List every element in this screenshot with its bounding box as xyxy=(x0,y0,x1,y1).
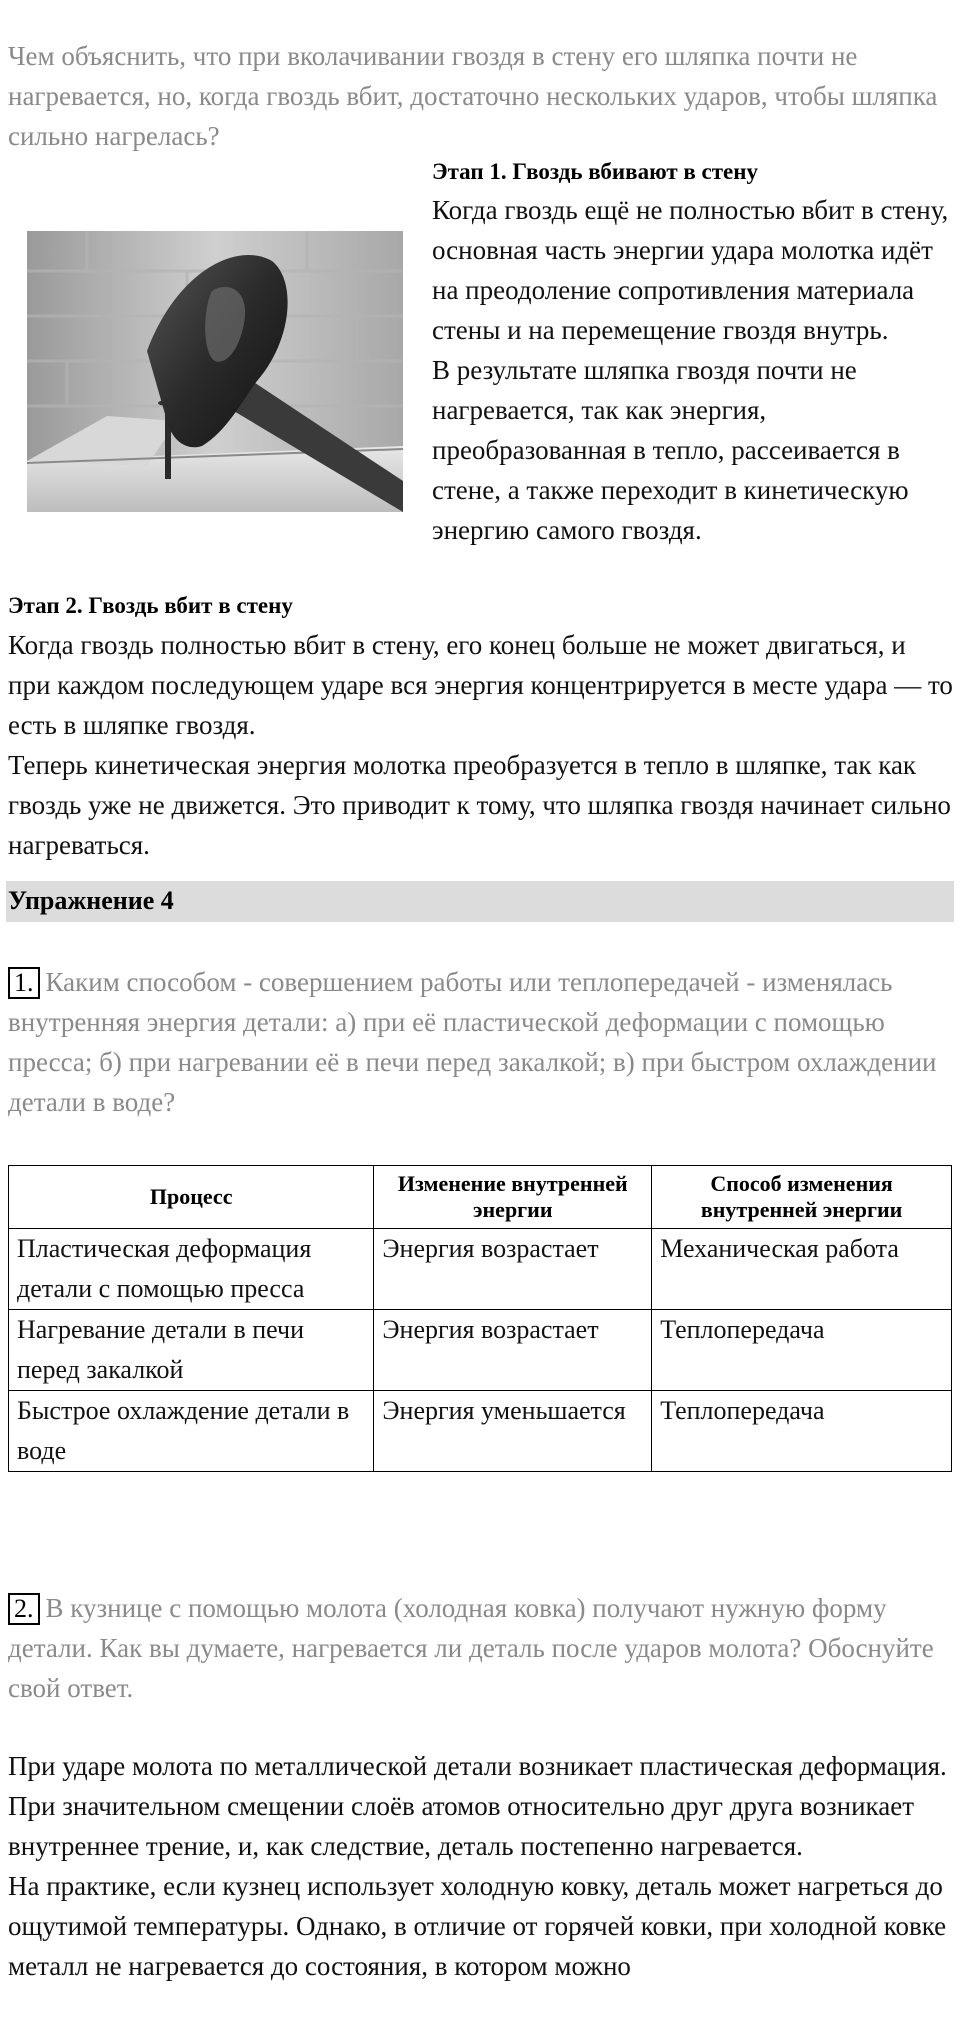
table-header-method: Способ изменения внутренней энергии xyxy=(652,1166,952,1229)
table-row xyxy=(9,1391,952,1472)
answer-2 xyxy=(8,1746,953,1986)
question-2-text: В кузнице с помощью молота (холодная ковка) получают нужную форму детали. Как вы думаете, нагревается ли деталь после ударов молота? Обоснуйте свой ответ. xyxy=(8,1593,934,1703)
table-cell: Нагревание детали в печи перед закалкой xyxy=(9,1310,374,1391)
question-1-text: Каким способом - совершением работы или теплопередачей - изменялась внутренняя энергия детали: а) при её пластической деформации с помощью пресса; б) при нагревании её в печи перед закалкой; в) при быстром охлаждении детали в воде? xyxy=(8,967,937,1117)
table-header-energy-change: Изменение внутренней энергии xyxy=(374,1166,652,1229)
intro-question: Чем объяснить, что при вколачивании гвоздя в стену его шляпка почти не нагревается, но, когда гвоздь вбит, достаточно нескольких ударов, чтобы шляпка сильно нагрелась? xyxy=(8,41,938,151)
table-cell: Энергия возрастает xyxy=(374,1229,652,1310)
stage2-paragraph-1: Когда гвоздь полностью вбит в стену, его конец больше не может двигаться, и при каждом последующем ударе вся энергия концентрируется в месте удара — то есть в шляпке гвоздя. xyxy=(8,630,953,740)
stage2-heading: Этап 2. Гвоздь вбит в стену xyxy=(8,593,293,618)
exercise-title: Упражнение 4 xyxy=(8,886,174,915)
stage2-text xyxy=(8,625,953,865)
table-cell: Пластическая деформация детали с помощью пресса xyxy=(9,1229,374,1310)
hammer-nail-photo xyxy=(27,231,403,512)
table-header-process: Процесс xyxy=(9,1166,374,1229)
table-cell: Механическая работа xyxy=(652,1229,952,1310)
table-cell: Быстрое охлаждение детали в воде xyxy=(9,1391,374,1472)
answer-table xyxy=(8,1165,952,1472)
stage1-paragraph-1: Когда гвоздь ещё не полностью вбит в стену, основная часть энергии удара молотка идёт на преодоление сопротивления материала стены и на перемещение гвоздя внутрь. xyxy=(432,195,949,345)
answer-2-paragraph-2: На практике, если кузнец использует холодную ковку, деталь может нагреться до ощутимой температуры. Однако, в отличие от горячей ковки, при холодной ковке металл не нагревается до состояния, в котором можно xyxy=(8,1871,947,1981)
stage2-paragraph-2: Теперь кинетическая энергия молотка преобразуется в тепло в шляпке, так как гвоздь уже не движется. Это приводит к тому, что шляпка гвоздя начинает сильно нагреваться. xyxy=(8,750,951,860)
stage1-paragraph-2: В результате шляпка гвоздя почти не нагревается, так как энергия, преобразованная в тепло, рассеивается в стене, а также переходит в кинетическую энергию самого гвоздя. xyxy=(432,355,909,545)
stage1-heading: Этап 1. Гвоздь вбивают в стену xyxy=(432,159,759,184)
question-2 xyxy=(8,1588,953,1708)
question-1 xyxy=(8,962,953,1122)
table-row xyxy=(9,1229,952,1310)
table-cell: Энергия уменьшается xyxy=(374,1391,652,1472)
question-2-number: 2. xyxy=(8,1593,40,1625)
table-cell: Теплопередача xyxy=(652,1391,952,1472)
question-1-number: 1. xyxy=(8,967,40,999)
stage1-text xyxy=(432,190,952,550)
table-cell: Теплопередача xyxy=(652,1310,952,1391)
table-cell: Энергия возрастает xyxy=(374,1310,652,1391)
table-row xyxy=(9,1310,952,1391)
table-header-row xyxy=(9,1166,952,1229)
answer-2-paragraph-1: При ударе молота по металлической детали возникает пластическая деформация. При значительном смещении слоёв атомов относительно друг друга возникает внутреннее трение, и, как следствие, деталь постепенно нагревается. xyxy=(8,1751,947,1861)
